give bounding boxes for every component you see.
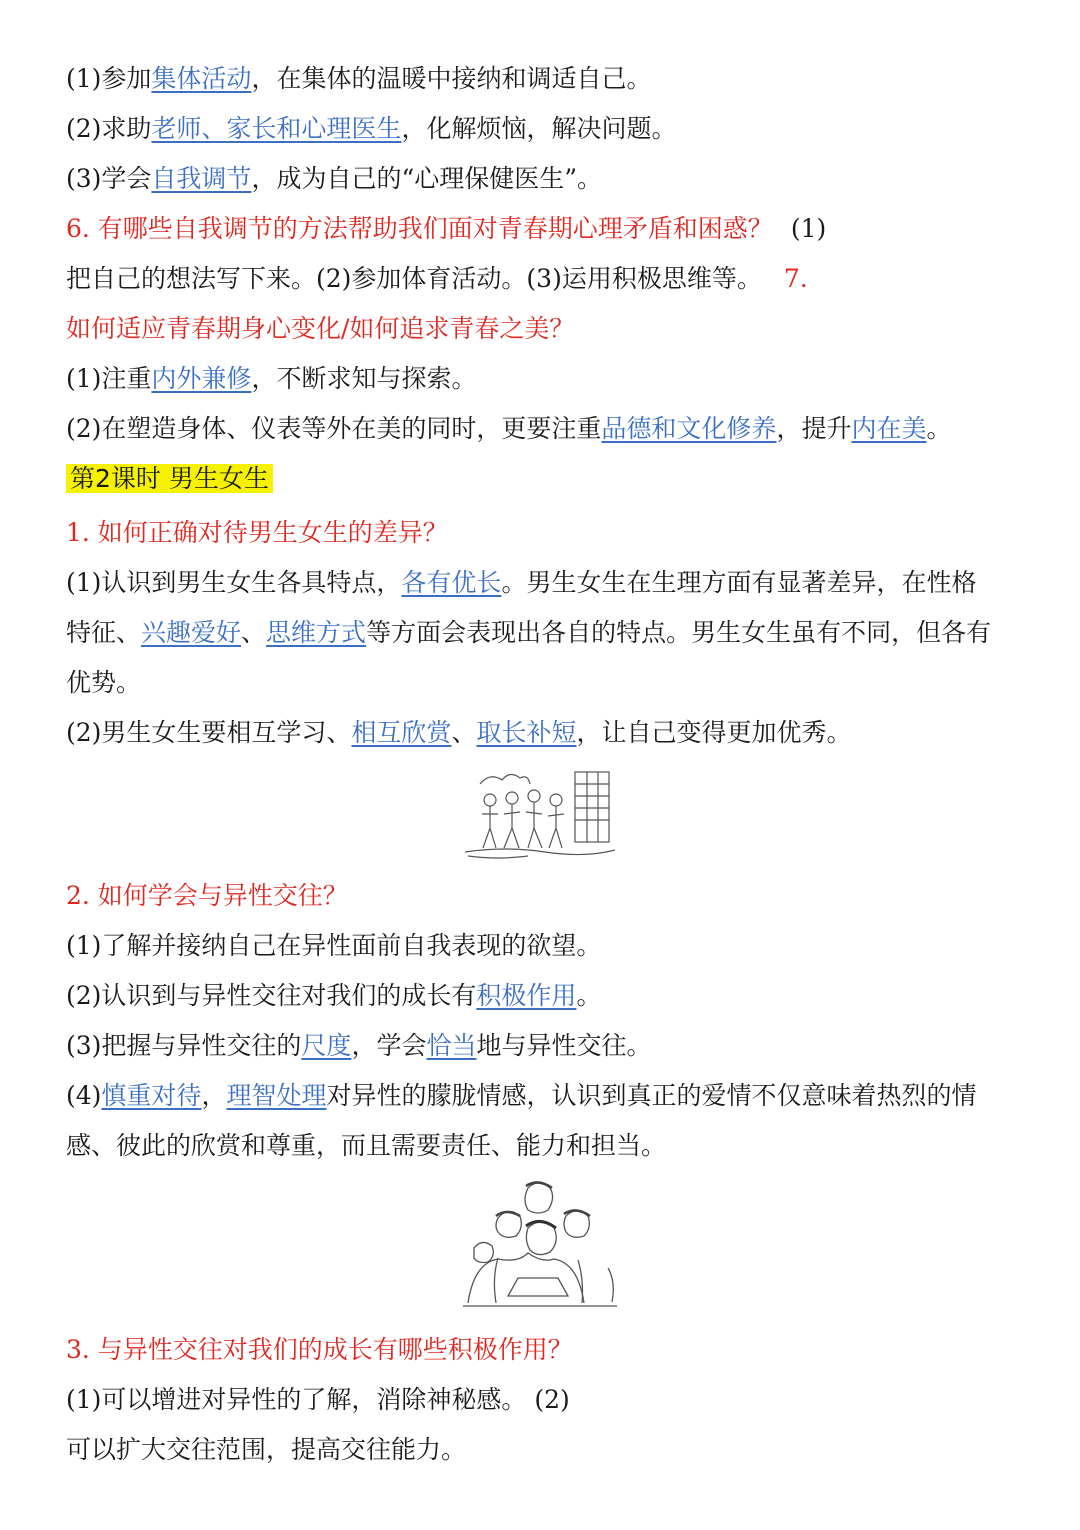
keyword: 老师、家长和心理医生 bbox=[151, 114, 402, 143]
lesson-title: 第2课时 男生女生 bbox=[66, 464, 273, 493]
question-2: 2. 如何学会与异性交往？ bbox=[66, 881, 348, 910]
keyword: 理智处理 bbox=[226, 1081, 327, 1110]
students-walking-drawing bbox=[460, 764, 620, 864]
keyword: 自我调节 bbox=[151, 164, 252, 193]
text: ，不断求知与探索。 bbox=[251, 364, 477, 393]
question-6: 6. 有哪些自我调节的方法帮助我们面对青春期心理矛盾和困惑？ bbox=[66, 214, 773, 243]
line-17 bbox=[66, 979, 601, 1013]
line-22 bbox=[66, 1383, 570, 1417]
text: (1)了解并接纳自己在异性面前自我表现的欲望。 bbox=[66, 931, 602, 960]
text: (2)求助 bbox=[66, 114, 152, 143]
lesson-title-line bbox=[66, 462, 273, 496]
keyword: 尺度 bbox=[301, 1031, 352, 1060]
text: 对异性的朦胧情感，认识到真正的爱情不仅意味着热烈的情 bbox=[326, 1081, 977, 1110]
keyword: 各有优长 bbox=[401, 568, 502, 597]
question-7: 如何适应青春期身心变化/如何追求青春之美？ bbox=[66, 314, 575, 343]
line-13 bbox=[66, 666, 141, 700]
line-20 bbox=[66, 1129, 666, 1163]
group-of-students-drawing bbox=[458, 1178, 622, 1313]
question-7-line bbox=[66, 312, 574, 346]
keyword: 取长补短 bbox=[476, 718, 577, 747]
question-6-line bbox=[66, 212, 826, 246]
text: 感、彼此的欣赏和尊重，而且需要责任、能力和担当。 bbox=[66, 1131, 667, 1160]
text: (4) bbox=[66, 1081, 102, 1110]
keyword: 集体活动 bbox=[151, 64, 252, 93]
text: 、 bbox=[451, 718, 477, 747]
question-3: 3. 与异性交往对我们的成长有哪些积极作用？ bbox=[66, 1335, 573, 1364]
line-11 bbox=[66, 566, 976, 600]
text: ， bbox=[201, 1081, 227, 1110]
text: ，提升 bbox=[776, 414, 852, 443]
text: (1)注重 bbox=[66, 364, 152, 393]
group-of-students-illustration bbox=[458, 1178, 622, 1313]
line-19 bbox=[66, 1079, 976, 1113]
text: 。 bbox=[576, 981, 602, 1010]
text: (3)学会 bbox=[66, 164, 152, 193]
line-23 bbox=[66, 1433, 466, 1467]
keyword: 慎重对待 bbox=[101, 1081, 202, 1110]
text: 、 bbox=[241, 618, 267, 647]
text: (1) bbox=[790, 214, 827, 243]
text: (2)在塑造身体、仪表等外在美的同时，更要注重 bbox=[66, 414, 602, 443]
line-1 bbox=[66, 62, 651, 96]
question-1-line bbox=[66, 516, 448, 550]
question-7-number: 7. bbox=[783, 264, 808, 293]
line-5 bbox=[66, 262, 808, 296]
line-2 bbox=[66, 112, 676, 146]
question-3-line bbox=[66, 1333, 573, 1367]
text: ，成为自己的“心理保健医生”。 bbox=[251, 164, 603, 193]
line-18 bbox=[66, 1029, 651, 1063]
text: ，化解烦恼，解决问题。 bbox=[401, 114, 677, 143]
line-12 bbox=[66, 616, 991, 650]
keyword: 思维方式 bbox=[266, 618, 367, 647]
text: (1)认识到男生女生各具特点， bbox=[66, 568, 402, 597]
line-3 bbox=[66, 162, 602, 196]
keyword: 恰当 bbox=[426, 1031, 477, 1060]
text: ，让自己变得更加优秀。 bbox=[576, 718, 852, 747]
text: (3)把握与异性交往的 bbox=[66, 1031, 302, 1060]
text: 。 bbox=[926, 414, 952, 443]
question-2-line bbox=[66, 879, 348, 913]
text: 地与异性交往。 bbox=[476, 1031, 652, 1060]
keyword: 内外兼修 bbox=[151, 364, 252, 393]
text: 可以扩大交往范围，提高交往能力。 bbox=[66, 1435, 467, 1464]
line-8 bbox=[66, 412, 951, 446]
text: (2)认识到与异性交往对我们的成长有 bbox=[66, 981, 477, 1010]
line-16 bbox=[66, 929, 601, 963]
text: 特征、 bbox=[66, 618, 142, 647]
keyword: 相互欣赏 bbox=[351, 718, 452, 747]
text: (1)参加 bbox=[66, 64, 152, 93]
text: ，在集体的温暖中接纳和调适自己。 bbox=[251, 64, 652, 93]
text: (1)可以增进对异性的了解，消除神秘感。 (2) bbox=[66, 1385, 570, 1414]
line-14 bbox=[66, 716, 851, 750]
keyword: 积极作用 bbox=[476, 981, 577, 1010]
text: 优势。 bbox=[66, 668, 142, 697]
question-1: 1. 如何正确对待男生女生的差异？ bbox=[66, 518, 448, 547]
keyword: 品德和文化修养 bbox=[601, 414, 777, 443]
keyword: 内在美 bbox=[851, 414, 927, 443]
text: 把自己的想法写下来。(2)参加体育活动。(3)运用积极思维等。 bbox=[66, 264, 762, 293]
students-walking-illustration bbox=[460, 764, 620, 864]
text: 等方面会表现出各自的特点。男生女生虽有不同，但各有 bbox=[366, 618, 992, 647]
line-7 bbox=[66, 362, 476, 396]
text: ，学会 bbox=[351, 1031, 427, 1060]
text: 。男生女生在生理方面有显著差异，在性格 bbox=[501, 568, 977, 597]
keyword: 兴趣爱好 bbox=[141, 618, 242, 647]
text: (2)男生女生要相互学习、 bbox=[66, 718, 352, 747]
